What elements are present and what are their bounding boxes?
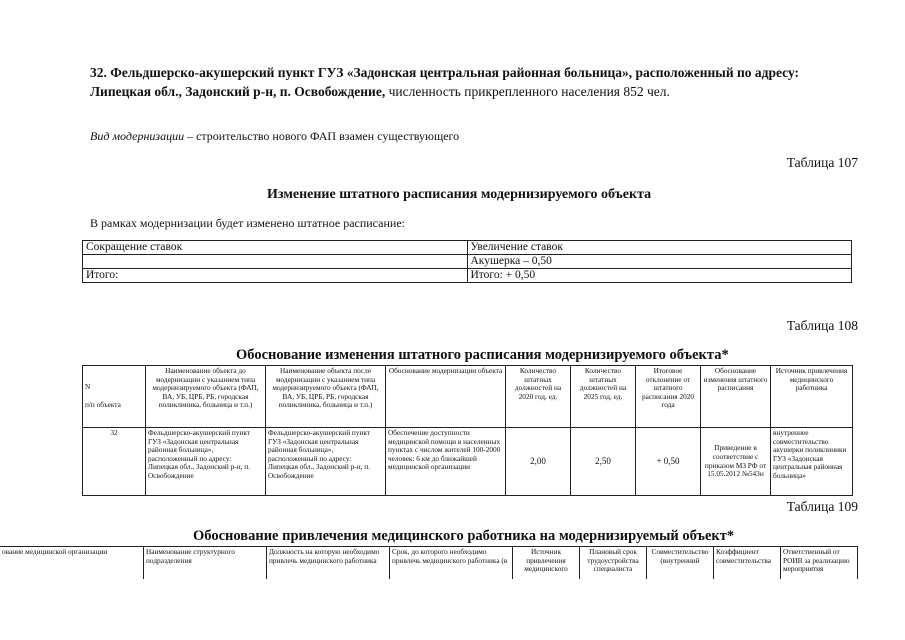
col-deviation: Итоговое отклонение от штатного расписания 2020 года: [636, 366, 701, 428]
col-unit: Наименование структурного подразделения: [144, 547, 267, 579]
col-count-2025: Количество штатных должностей на 2025 год, ед.: [571, 366, 636, 428]
object-heading-bold: 32. Фельдшерско-акушерский пункт ГУЗ «Задонская центральная районная больница», расположенный по адресу: Липецкая обл., Задонский р-н, п. Освобождение,: [90, 65, 800, 99]
table-107-number: Таблица 107: [786, 155, 858, 170]
header-reduction: Сокращение ставок: [83, 241, 468, 255]
col-number: [83, 366, 146, 428]
row-count-2020: 2,00: [506, 428, 571, 496]
col-number-n: N: [85, 382, 91, 392]
modernization-label: Вид модернизации: [90, 129, 185, 143]
staffing-justification-table: [82, 365, 853, 496]
cell-empty: [83, 255, 468, 269]
object-heading-population: численность прикрепленного населения 852 чел.: [385, 84, 670, 99]
row-reason: Приведение в соответствие с приказом МЗ РФ от 15.05.2012 №543н: [701, 428, 771, 496]
table-109-title: Обоснование привлечения медицинского работника на модернизируемый объект*: [193, 528, 735, 544]
col-coefficient: Коэффициент совместительства: [714, 547, 781, 579]
col-deadline: Срок, до которого необходимо привлечь медицинского работника (в: [390, 547, 513, 579]
modernization-text: – строительство нового ФАП взамен существующего: [184, 129, 460, 143]
cell-midwife: Акушерка – 0,50: [467, 255, 852, 269]
table-109-number: Таблица 109: [786, 499, 858, 514]
col-plan: Плановый срок трудоустройства специалиста: [580, 547, 647, 579]
table-header-row: [83, 366, 853, 428]
table-107-title: Изменение штатного расписания модернизируемого объекта: [267, 187, 652, 202]
staffing-change-table: [82, 240, 852, 283]
table-row: [83, 428, 853, 496]
row-deviation: + 0,50: [636, 428, 701, 496]
table-108-title: Обоснование изменения штатного расписания модернизируемого объекта*: [236, 347, 729, 363]
row-number: 32: [83, 428, 146, 496]
row-before: Фельдшерско-акушерский пункт ГУЗ «Задонская центральная районная больница», расположенный по адресу: Липецкая обл., Задонский р-н, п. Освобождение: [146, 428, 266, 496]
col-count-2020: Количество штатных должностей на 2020 год, ед.: [506, 366, 571, 428]
col-before: Наименование объекта до модернизации с указанием типа модернизируемого объекта (ФАП, ВА, УБ, ЦРБ, РБ, городская поликлиника, больница и т.п.): [146, 366, 266, 428]
total-left: Итого:: [83, 269, 468, 283]
col-source: Источник привлечения медицинского: [513, 547, 580, 579]
col-position: Должность на которую необходимо привлечь медицинского работника: [267, 547, 390, 579]
table-header-row: [0, 547, 858, 579]
recruitment-justification-table: [0, 546, 858, 579]
col-justification: Обоснование модернизации объекта: [386, 366, 506, 428]
table-row: [83, 241, 852, 255]
row-count-2025: 2,50: [571, 428, 636, 496]
table-107-note: В рамках модернизации будет изменено штатное расписание:: [90, 216, 405, 230]
table-row: [83, 269, 852, 283]
col-responsible: Ответственный от РОИВ за реализацию мероприятия: [781, 547, 858, 579]
col-combination: Совместительство (внутренний: [647, 547, 714, 579]
object-heading: [90, 63, 850, 101]
table-108-number: Таблица 108: [786, 318, 858, 333]
col-after: Наименование объекта после модернизации с указанием типа модернизируемого объекта (ФАП, ВА, УБ, ЦРБ, РБ, городская поликлиника, больница и т.п.): [266, 366, 386, 428]
col-number-label: п/п объекта: [85, 400, 121, 409]
col-reason: Обоснование изменения штатного расписания: [701, 366, 771, 428]
col-organization: ование медицинской организации: [0, 547, 144, 579]
row-source: внутреннее совместительство акушерки поликлиники ГУЗ «Задонская центральная районная больница»: [771, 428, 853, 496]
modernization-type: [90, 129, 459, 144]
table-row: [83, 255, 852, 269]
total-right: Итого: + 0,50: [467, 269, 852, 283]
col-source: Источник привлечения медицинского работника: [771, 366, 853, 428]
row-after: Фельдшерско-акушерский пункт ГУЗ «Задонская центральная районная больница», расположенный по адресу: Липецкая обл., Задонский р-н, п. Освобождение: [266, 428, 386, 496]
row-justification: Обеспечение доступности медицинской помощи в населенных пунктах с числом жителей 100-2000 человек: 6 км до ближайшей медицинской организации: [386, 428, 506, 496]
header-increase: Увеличение ставок: [467, 241, 852, 255]
